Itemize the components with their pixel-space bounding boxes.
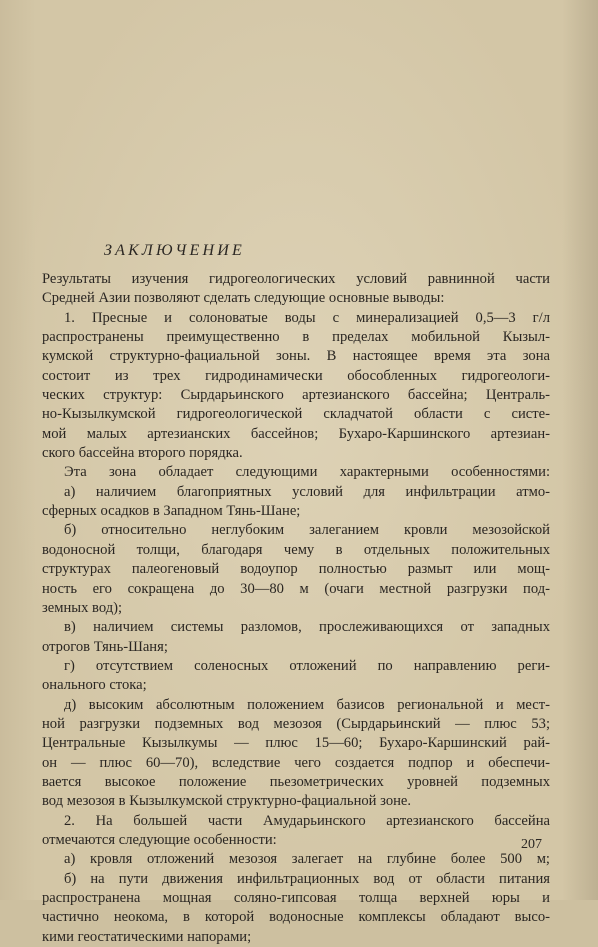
text-line: ского бассейна второго порядка. — [42, 445, 243, 462]
text-line: 1. Пресные и солоноватые воды с минерализацией 0,5—3 г/л — [64, 309, 550, 326]
text-line: 2. На большей части Амударьинского артезианского бассейна — [64, 812, 550, 829]
text-line: д) высоким абсолютным положением базисов региональной и мест- — [64, 696, 550, 713]
text-line: земных вод); — [42, 599, 123, 616]
text-line: Результаты изучения гидрогеологических условий равнинной части — [42, 271, 550, 287]
text-line: б) на пути движения инфильтрационных вод от области питания — [64, 870, 550, 887]
section-heading: ЗАКЛЮЧЕНИЕ — [104, 242, 245, 259]
text-line: в) наличием системы разломов, прослеживающихся от западных — [64, 619, 550, 636]
text-line: сферных осадков в Западном Тянь-Шане; — [42, 503, 301, 520]
text-line: г) отсутствием соленосных отложений по направлению реги- — [64, 657, 550, 674]
text-line: водоносной толщи, благодаря чему в отдельных положительных — [42, 541, 550, 558]
text-line: он — плюс 60—70), вследствие чего создается подпор и обеспечи- — [42, 754, 550, 771]
text-line: распространена мощная соляно-гипсовая толща верхней юры и — [42, 890, 550, 906]
text-line: Эта зона обладает следующими характерными особенностями: — [64, 464, 550, 481]
text-line: а) наличием благоприятных условий для инфильтрации атмо- — [64, 483, 550, 500]
text-line: кумской структурно-фациальной зоны. В настоящее время эта зона — [42, 348, 550, 365]
text-line: ной разгрузки подземных вод мезозоя (Сырдарьинский — плюс 53; — [42, 715, 550, 732]
text-line: мой малых артезианских бассейнов; Бухаро-Каршинского артезиан- — [42, 425, 550, 442]
text-line: ческих структур: Сырдарьинского артезианского бассейна; Централь- — [42, 387, 550, 404]
text-line: Средней Азии позволяют сделать следующие основные выводы: — [42, 290, 445, 307]
text-line: частично неокома, в которой водоносные комплексы обладают высо- — [42, 909, 550, 926]
text-line: состоит из трех гидродинамически обособленных гидрогеологи- — [42, 367, 550, 384]
text-line: вается высокое положение пьезометрических уровней подземных — [42, 773, 550, 790]
text-line: б) относительно неглубоким залеганием кровли мезозойской — [64, 522, 550, 539]
text-line: кими геостатическими напорами; — [42, 928, 252, 945]
text-line: распространены преимущественно в пределах мобильной Кызыл- — [42, 329, 550, 346]
text-line: структурах палеогеновый водоупор полностью размыт или мощ- — [42, 561, 550, 578]
page-number: 207 — [521, 837, 542, 852]
text-line: а) кровля отложений мезозоя залегает на глубине более 500 м; — [64, 851, 550, 868]
text-line: вод мезозоя в Кызылкумской структурно-фациальной зоне. — [42, 793, 412, 810]
text-line: Центральные Кызылкумы — плюс 15—60; Бухаро-Каршинский рай- — [42, 735, 550, 752]
text-line: отрогов Тянь-Шаня; — [42, 638, 168, 655]
text-line: онального стока; — [42, 677, 147, 694]
text-line: отмечаются следующие особенности: — [42, 831, 277, 848]
text-line: но-Кызылкумской гидрогеологической складчатой области с систе- — [42, 406, 550, 423]
text-line: ность его сокращена до 30—80 м (очаги местной разгрузки под- — [42, 580, 550, 597]
body-text — [42, 270, 550, 947]
